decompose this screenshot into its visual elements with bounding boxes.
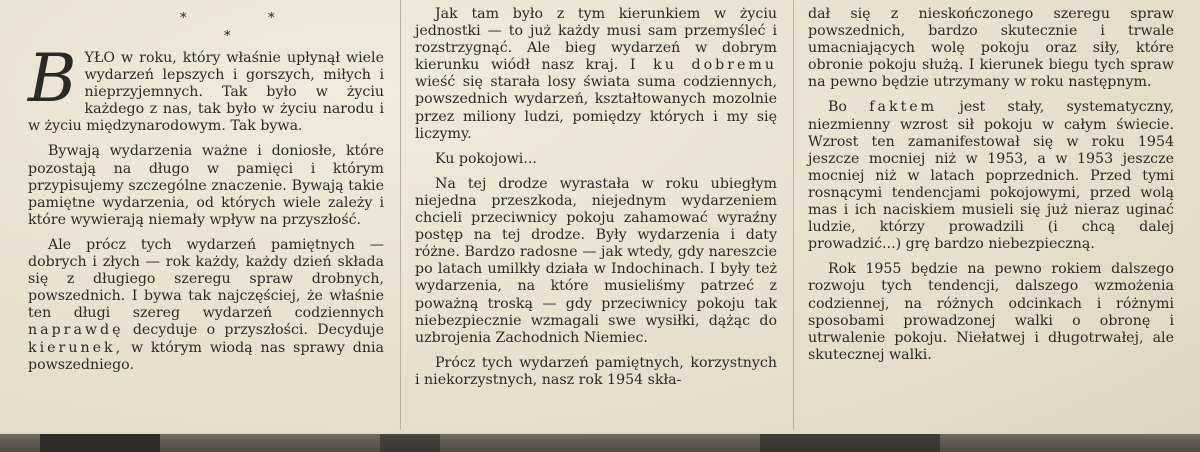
paragraph: dał się z nieskończonego szeregu spraw powszednich, bardzo skutecznie i trwale umacniających wolę pokoju oraz siły, które obronie pokoju służą. I kierunek biegu tych spraw na pewno będzie utrzymany w roku następnym. — [808, 6, 1174, 91]
section-stars — [28, 8, 384, 50]
star-ornament: * — [224, 29, 231, 44]
paragraph-text: wieść się starała losy świata suma codziennych, powszednich wydarzeń, kształtowanych mozolnie przez miliony ludzi, pomiędzy których i my się liczymy. — [415, 74, 777, 142]
paragraph: Ku pokojowi... — [435, 150, 537, 167]
print-block — [760, 434, 940, 452]
paragraph-text: jest stały, systematyczny, niezmienny wzrost sił pokoju w całym świecie. Wzrost ten zamanifestował się w roku 1954 jeszcze mocniej niż w 1953, a w 1953 jeszcze mocniej niż w latach poprzednich. Przed tymi rosnącymi tendencjami pokojowymi, przed wolą mas i ich naciskiem musieli się już nieraz uginać ludzie, którzy prowadzili (i chcą dalej prowadzić...) grę bardzo niebezpieczną. — [808, 99, 1175, 253]
paragraph-text: w którym wiodą nas sprawy dnia powszedniego. — [28, 339, 384, 373]
paragraph — [28, 40, 384, 135]
page-bottom-edge — [0, 434, 1200, 452]
star-ornament: * — [268, 11, 275, 26]
print-block — [380, 434, 440, 452]
emphasis-text: kierunek, — [28, 339, 124, 356]
drop-cap: B — [28, 40, 77, 117]
paragraph: Na tej drodze wyrastała w roku ubiegłym niejedna przeszkoda, niejednym wydarzeniem chcieli przeciwnicy pokoju zahamować wyraźny postęp na tej drodze. Były wydarzenia i daty różne. Bardzo radosne — jak wtedy, gdy nareszcie po latach umilkły działa w Indochinach. I były też wydarzenia, na które musieliśmy patrzeć z poważną troską — gdy przeciwnicy pokoju tak niebezpiecznie wzmagali swe wysiłki, dążąc do uzbrojenia Zachodnich Niemiec. — [415, 175, 777, 346]
paragraph: Rok 1955 będzie na pewno rokiem dalszego rozwoju tych tendencji, dalszego wzmożenia codziennej, na różnych odcinkach i różnymi sposobami prowadzonej walki o obronę i utrwalenie pokoju. Niełatwej i długotrwałej, ale skutecznej walki. — [808, 261, 1174, 363]
emphasis-text: I ku dobremu — [629, 57, 777, 74]
paragraph — [28, 237, 384, 374]
emphasis-text: faktem — [869, 99, 938, 116]
star-ornament: * — [180, 11, 187, 26]
column-divider — [793, 0, 794, 430]
column-2 — [415, 6, 777, 397]
column-divider — [400, 0, 401, 430]
paragraph-text: Bo — [828, 99, 847, 116]
column-1 — [28, 8, 384, 382]
paragraph: Bywają wydarzenia ważne i doniosłe, które pozostają na długo w pamięci i którym przypisujemy szczególne znaczenie. Bywają takie pamiętne wydarzenia, od których wiele zależy i które wywierają niemały wpływ na przyszłość. — [28, 143, 384, 228]
paragraph-text: Ale prócz tych wydarzeń pamiętnych — dobrych i złych — rok każdy, każdy dzień składa się z długiego szeregu spraw drobnych, powszednich. I bywa tak najczęściej, że właśnie ten długi szereg wydarzeń codziennych — [28, 236, 384, 322]
paragraph — [415, 6, 777, 143]
paragraph-text: YŁO w roku, który właśnie upłynął wiele wydarzeń lepszych i gorszych, miłych i nieprzyjemnych. Tak było w życiu każdego z nas, tak było w życiu narodu i w życiu międzynarodowym. Tak bywa. — [28, 50, 384, 135]
paragraph — [808, 99, 1174, 253]
print-block — [40, 434, 160, 452]
emphasis-text: naprawdę — [28, 322, 124, 339]
column-3 — [808, 6, 1174, 372]
paragraph: Prócz tych wydarzeń pamiętnych, korzystnych i niekorzystnych, nasz rok 1954 skła- — [415, 354, 777, 388]
paragraph-text: decyduje o przyszłości. Decyduje — [132, 322, 384, 339]
paragraph-text: Jak tam było z tym kierunkiem w życiu jednostki — to już każdy musi sam przemyśleć i rozstrzygnąć. Ale bieg wydarzeń w dobrym kierunku wiódł nasz kraj. — [415, 6, 777, 74]
